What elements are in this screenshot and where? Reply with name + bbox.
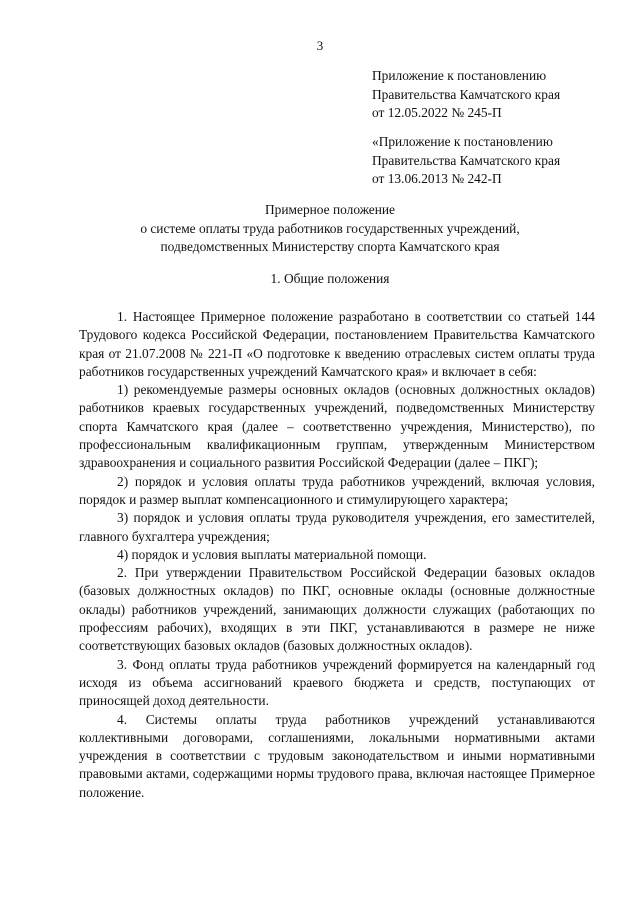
appendix-line: Правительства Камчатского края xyxy=(372,152,561,168)
page-number: 3 xyxy=(316,38,324,53)
paragraph: 2. При утверждении Правительством Российской Федерации базовых окладов (базовых должностных окладов) по ПКГ, основные оклады (основные должностные оклады) работников учреждений, занимающих должности служащих (работающих по профессиям рабочих), входящих в эти ПКГ, устанавливаются в размере не ниже соответствующих базовых окладов (базовых должностных окладов). xyxy=(79,565,595,654)
appendix-reference-current xyxy=(372,67,612,123)
paragraph: 3. Фонд оплаты труда работников учреждений формируется на календарный год исходя из объема ассигнований краевого бюджета и средств, поступающих от приносящей доход деятельности. xyxy=(79,656,595,709)
appendix-line: от 12.05.2022 № 245-П xyxy=(372,105,502,120)
title-line: Примерное положение xyxy=(265,202,395,217)
body-text xyxy=(79,308,595,802)
paragraph: 2) порядок и условия оплаты труда работников учреждений, включая условия, порядок и размер выплат компенсационного и стимулирующего характера; xyxy=(79,473,595,507)
document-title xyxy=(60,201,600,257)
paragraph: 4. Системы оплаты труда работников учреждений устанавливаются коллективными договорами, соглашениями, локальными нормативными актами учреждения в соответствии с трудовым законодательством и иными нормативными правовыми актами, содержащими нормы трудового права, включая настоящее Примерное положение. xyxy=(79,711,595,800)
appendix-line: «Приложение к постановлению xyxy=(372,134,553,149)
paragraph: 1. Настоящее Примерное положение разработано в соответствии со статьей 144 Трудового кодекса Российской Федерации, постановлением Правительства Камчатского края от 21.07.2008 № 221-П «О подготовке к введению отраслевых систем оплаты труда работников государственных учреждений Камчатского края» и включает в себя: xyxy=(79,309,595,379)
paragraph: 3) порядок и условия оплаты труда руководителя учреждения, его заместителей, главного бухгалтера учреждения; xyxy=(79,510,595,544)
paragraph: 1) рекомендуемые размеры основных окладов (основных должностных окладов) работников краевых государственных учреждений, подведомственных Министерству спорта Камчатского края (далее – соответственно учреждения, Министерство), по профессиональным квалификационным группам, утвержденным Министерством здравоохранения и социального развития Российской Федерации (далее – ПКГ); xyxy=(79,382,595,471)
paragraph: 4) порядок и условия выплаты материальной помощи. xyxy=(117,546,427,562)
appendix-line: Приложение к постановлению xyxy=(372,68,547,83)
appendix-reference-original xyxy=(372,133,612,189)
section-heading: 1. Общие положения xyxy=(270,271,390,286)
appendix-line: Правительства Камчатского края xyxy=(372,86,561,102)
appendix-line: от 13.06.2013 № 242-П xyxy=(372,171,502,186)
title-line: о системе оплаты труда работников государственных учреждений, xyxy=(140,220,520,236)
title-line: подведомственных Министерству спорта Камчатского края xyxy=(160,239,500,254)
